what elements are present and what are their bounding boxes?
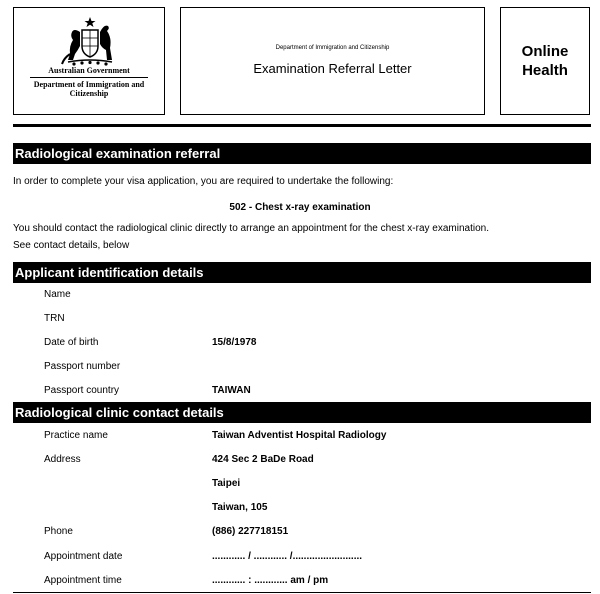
- exam-name: 502 - Chest x-ray examination: [229, 202, 371, 213]
- address-label: Address: [44, 454, 81, 465]
- practice-name-value: Taiwan Adventist Hospital Radiology: [212, 430, 387, 441]
- address-line-3: Taiwan, 105: [212, 502, 268, 513]
- letter-title: Examination Referral Letter: [253, 61, 412, 76]
- title-box: [180, 7, 485, 115]
- appointment-time-field: ............ : ............ am / pm: [212, 575, 329, 586]
- contact-note: You should contact the radiological clinic directly to arrange an appointment for the chest x-ray examination.: [13, 223, 490, 234]
- government-name: Australian Government: [48, 66, 130, 75]
- name-label: Name: [44, 289, 71, 300]
- health-label: Health: [522, 62, 568, 79]
- phone-value: (886) 227718151: [212, 526, 289, 537]
- footer-divider: [13, 592, 591, 593]
- online-health-label: [501, 42, 589, 80]
- dob-label: Date of birth: [44, 337, 99, 348]
- practice-name-label: Practice name: [44, 430, 108, 441]
- passport-number-label: Passport number: [44, 361, 121, 372]
- appointment-date-label: Appointment date: [44, 551, 123, 562]
- referral-section-heading: Radiological examination referral: [13, 143, 591, 164]
- appointment-time-label: Appointment time: [44, 575, 122, 586]
- clinic-section-heading: Radiological clinic contact details: [13, 402, 591, 423]
- department-name: Department of Immigration and Citizenship: [33, 80, 145, 98]
- logo-divider: [30, 77, 148, 78]
- government-logo-box: [13, 7, 165, 115]
- department-caption: Department of Immigration and Citizenship: [275, 45, 390, 51]
- address-line-1: 424 Sec 2 BaDe Road: [212, 454, 314, 465]
- passport-country-label: Passport country: [44, 385, 120, 396]
- see-details-note: See contact details, below: [13, 240, 130, 251]
- coat-of-arms-icon: [60, 16, 120, 68]
- online-label: Online: [521, 43, 569, 60]
- trn-label: TRN: [44, 313, 65, 324]
- referral-intro: In order to complete your visa application, you are required to undertake the following:: [13, 176, 394, 187]
- passport-country-value: TAIWAN: [212, 385, 251, 396]
- appointment-date-field: ............ / ............ /.........................: [212, 551, 363, 562]
- dob-value: 15/8/1978: [212, 337, 257, 348]
- online-health-box: [500, 7, 590, 115]
- header-divider: [13, 124, 591, 127]
- applicant-section-heading: Applicant identification details: [13, 262, 591, 283]
- phone-label: Phone: [44, 526, 73, 537]
- address-line-2: Taipei: [212, 478, 241, 489]
